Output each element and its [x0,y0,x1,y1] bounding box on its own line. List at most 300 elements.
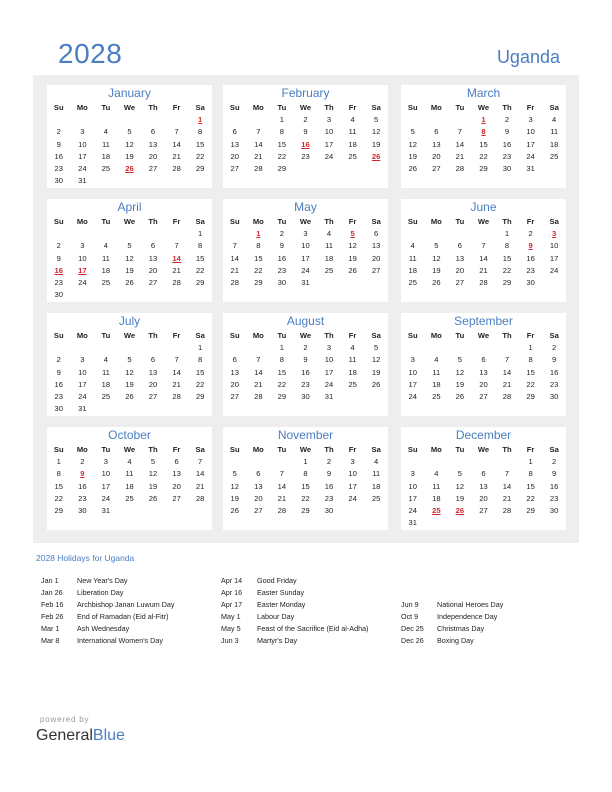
day-cell[interactable]: 8 [279,127,285,137]
day-cell[interactable]: 4 [103,355,109,365]
day-cell[interactable]: 19 [125,379,134,389]
day-cell[interactable]: 16 [78,481,87,491]
day-cell[interactable]: 6 [481,469,486,479]
day-cell[interactable]: 21 [230,265,239,275]
day-cell[interactable]: 24 [78,391,87,401]
day-cell[interactable]: 2 [552,343,557,353]
day-cell[interactable]: 13 [432,139,441,149]
day-cell[interactable]: 22 [502,265,512,275]
day-cell[interactable]: 4 [552,115,557,125]
day-cell[interactable]: 18 [432,493,441,503]
day-cell[interactable]: 18 [101,379,111,389]
day-cell[interactable]: 30 [324,505,334,515]
day-cell[interactable]: 1 [198,229,203,239]
day-cell[interactable]: 15 [526,481,535,491]
day-cell[interactable]: 1 [528,343,533,353]
day-cell[interactable]: 24 [408,505,417,515]
day-cell[interactable]: 24 [78,277,87,287]
day-cell[interactable]: 4 [103,127,109,137]
day-cell[interactable]: 29 [301,505,310,515]
day-cell[interactable]: 8 [198,355,203,365]
day-cell[interactable]: 19 [125,265,134,275]
day-cell[interactable]: 20 [148,265,158,275]
day-cell[interactable]: 15 [479,139,488,149]
day-cell[interactable]: 10 [101,469,111,479]
day-cell[interactable]: 26 [408,163,417,173]
day-cell[interactable]: 2 [326,457,332,467]
day-cell[interactable]: 16 [277,253,287,263]
day-cell[interactable]: 10 [324,127,334,137]
day-cell[interactable]: 17 [408,493,417,503]
generalblue-logo[interactable] [36,727,125,745]
day-cell[interactable]: 6 [374,229,379,239]
day-cell[interactable]: 5 [457,469,463,479]
day-cell[interactable]: 1 [528,457,533,467]
day-cell[interactable]: 29 [479,163,488,173]
day-cell[interactable]: 23 [54,163,63,173]
day-cell[interactable]: 21 [479,265,488,275]
day-cell[interactable]: 26 [371,379,381,389]
day-cell[interactable]: 27 [148,391,158,401]
day-cell[interactable]: 11 [101,139,110,149]
day-cell[interactable]: 15 [301,481,310,491]
day-cell[interactable]: 27 [148,163,158,173]
day-cell[interactable]: 14 [479,253,488,263]
day-cell[interactable]: 16 [324,481,334,491]
day-cell[interactable]: 13 [479,481,488,491]
day-cell[interactable]: 21 [172,265,181,275]
day-cell[interactable]: 5 [434,241,439,251]
day-cell[interactable]: 28 [254,391,263,401]
day-cell[interactable]: 6 [174,457,179,467]
day-cell[interactable]: 4 [103,241,109,251]
day-cell[interactable]: 26 [432,277,441,287]
day-cell[interactable]: 3 [303,229,308,239]
day-cell[interactable]: 8 [198,127,203,137]
day-cell[interactable]: 16 [549,481,559,491]
day-cell[interactable]: 30 [78,505,87,515]
day-cell[interactable]: 3 [80,127,85,137]
day-cell[interactable]: 17 [408,379,417,389]
day-cell[interactable]: 22 [195,379,205,389]
day-cell[interactable]: 5 [127,127,132,137]
day-cell[interactable]: 12 [455,367,465,377]
day-cell[interactable]: 14 [195,469,205,479]
day-cell[interactable]: 5 [127,355,132,365]
day-cell[interactable]: 17 [324,139,334,149]
day-cell[interactable]: 4 [374,457,379,467]
day-cell[interactable]: 24 [301,265,310,275]
day-cell[interactable]: 12 [371,355,381,365]
day-cell[interactable]: 18 [371,481,381,491]
day-cell[interactable]: 14 [277,481,287,491]
day-cell[interactable]: 23 [502,151,512,161]
holiday-day-cell[interactable]: 26 [371,151,381,161]
day-cell[interactable]: 29 [195,391,205,401]
day-cell[interactable]: 7 [198,457,203,467]
day-cell[interactable]: 10 [301,241,310,251]
day-cell[interactable]: 29 [254,277,263,287]
day-cell[interactable]: 15 [526,367,535,377]
day-cell[interactable]: 20 [230,379,239,389]
day-cell[interactable]: 5 [374,343,379,353]
day-cell[interactable]: 15 [254,253,263,263]
day-cell[interactable]: 27 [479,505,488,515]
day-cell[interactable]: 8 [504,241,510,251]
day-cell[interactable]: 1 [198,343,203,353]
day-cell[interactable]: 14 [254,139,263,149]
day-cell[interactable]: 24 [526,151,535,161]
day-cell[interactable]: 4 [127,457,132,467]
day-cell[interactable]: 14 [502,367,512,377]
day-cell[interactable]: 27 [371,265,381,275]
day-cell[interactable]: 15 [502,253,512,263]
day-cell[interactable]: 12 [432,253,441,263]
day-cell[interactable]: 27 [148,277,158,287]
day-cell[interactable]: 6 [232,355,237,365]
day-cell[interactable]: 26 [455,391,465,401]
day-cell[interactable]: 24 [348,493,357,503]
day-cell[interactable]: 2 [303,115,308,125]
holiday-day-cell[interactable]: 1 [481,115,486,125]
day-cell[interactable]: 2 [303,343,308,353]
day-cell[interactable]: 20 [172,481,181,491]
day-cell[interactable]: 10 [78,253,87,263]
day-cell[interactable]: 20 [479,493,488,503]
day-cell[interactable]: 9 [56,139,61,149]
day-cell[interactable]: 14 [230,253,239,263]
day-cell[interactable]: 30 [549,391,559,401]
day-cell[interactable]: 2 [56,241,61,251]
day-cell[interactable]: 11 [101,253,110,263]
day-cell[interactable]: 10 [78,367,87,377]
day-cell[interactable]: 5 [232,469,237,479]
day-cell[interactable]: 9 [56,367,61,377]
day-cell[interactable]: 16 [526,253,535,263]
day-cell[interactable]: 27 [254,505,263,515]
day-cell[interactable]: 26 [125,391,134,401]
day-cell[interactable]: 7 [504,355,510,365]
day-cell[interactable]: 13 [148,253,158,263]
day-cell[interactable]: 19 [371,367,381,377]
day-cell[interactable]: 12 [371,127,381,137]
day-cell[interactable]: 8 [56,469,61,479]
day-cell[interactable]: 21 [277,493,287,503]
day-cell[interactable]: 24 [549,265,559,275]
day-cell[interactable]: 23 [526,265,535,275]
day-cell[interactable]: 17 [101,481,111,491]
day-cell[interactable]: 23 [324,493,334,503]
day-cell[interactable]: 28 [230,277,239,287]
day-cell[interactable]: 3 [350,457,355,467]
day-cell[interactable]: 28 [172,391,181,401]
day-cell[interactable]: 25 [408,277,417,287]
day-cell[interactable]: 31 [101,505,111,515]
day-cell[interactable]: 31 [78,176,87,186]
day-cell[interactable]: 19 [408,151,417,161]
day-cell[interactable]: 2 [80,457,85,467]
day-cell[interactable]: 3 [410,355,415,365]
day-cell[interactable]: 28 [254,163,263,173]
day-cell[interactable]: 13 [148,367,158,377]
day-cell[interactable]: 5 [127,241,132,251]
day-cell[interactable]: 14 [254,367,263,377]
day-cell[interactable]: 5 [150,457,156,467]
day-cell[interactable]: 6 [232,127,237,137]
day-cell[interactable]: 9 [326,469,332,479]
day-cell[interactable]: 25 [371,493,381,503]
day-cell[interactable]: 12 [125,253,134,263]
day-cell[interactable]: 25 [101,391,111,401]
day-cell[interactable]: 14 [172,367,181,377]
day-cell[interactable]: 1 [303,457,308,467]
day-cell[interactable]: 28 [455,163,465,173]
day-cell[interactable]: 5 [410,127,415,137]
day-cell[interactable]: 20 [230,151,239,161]
day-cell[interactable]: 15 [277,139,287,149]
day-cell[interactable]: 20 [371,253,381,263]
day-cell[interactable]: 10 [348,469,357,479]
day-cell[interactable]: 3 [326,115,332,125]
holiday-day-cell[interactable]: 9 [528,241,533,251]
day-cell[interactable]: 7 [457,127,463,137]
holiday-day-cell[interactable]: 16 [301,139,310,149]
day-cell[interactable]: 21 [502,379,512,389]
day-cell[interactable]: 27 [230,391,239,401]
holiday-day-cell[interactable]: 26 [455,505,465,515]
day-cell[interactable]: 25 [348,379,357,389]
holiday-day-cell[interactable]: 1 [256,229,261,239]
holiday-day-cell[interactable]: 25 [432,505,441,515]
day-cell[interactable]: 13 [172,469,181,479]
day-cell[interactable]: 12 [455,481,465,491]
day-cell[interactable]: 19 [348,253,357,263]
day-cell[interactable]: 11 [348,355,357,365]
day-cell[interactable]: 15 [195,253,205,263]
day-cell[interactable]: 19 [432,265,441,275]
day-cell[interactable]: 14 [455,139,465,149]
day-cell[interactable]: 4 [350,115,355,125]
day-cell[interactable]: 28 [172,163,181,173]
day-cell[interactable]: 3 [410,469,415,479]
day-cell[interactable]: 10 [549,241,559,251]
day-cell[interactable]: 20 [455,265,465,275]
day-cell[interactable]: 17 [78,151,87,161]
day-cell[interactable]: 5 [457,355,463,365]
day-cell[interactable]: 31 [526,163,535,173]
day-cell[interactable]: 2 [56,355,61,365]
day-cell[interactable]: 4 [434,355,439,365]
day-cell[interactable]: 8 [198,241,203,251]
day-cell[interactable]: 2 [279,229,285,239]
day-cell[interactable]: 25 [324,265,334,275]
holiday-day-cell[interactable]: 16 [54,265,63,275]
day-cell[interactable]: 10 [526,127,535,137]
day-cell[interactable]: 21 [172,379,181,389]
day-cell[interactable]: 24 [324,151,334,161]
day-cell[interactable]: 22 [277,379,287,389]
day-cell[interactable]: 23 [301,379,310,389]
day-cell[interactable]: 20 [254,493,263,503]
day-cell[interactable]: 2 [504,115,510,125]
day-cell[interactable]: 25 [101,163,111,173]
day-cell[interactable]: 6 [150,355,156,365]
day-cell[interactable]: 13 [230,367,239,377]
day-cell[interactable]: 24 [78,163,87,173]
day-cell[interactable]: 3 [528,115,533,125]
day-cell[interactable]: 9 [552,355,557,365]
day-cell[interactable]: 30 [301,391,310,401]
day-cell[interactable]: 15 [195,139,205,149]
day-cell[interactable]: 28 [277,505,287,515]
day-cell[interactable]: 16 [301,367,310,377]
day-cell[interactable]: 28 [502,505,512,515]
day-cell[interactable]: 30 [526,277,535,287]
day-cell[interactable]: 29 [502,277,512,287]
day-cell[interactable]: 12 [148,469,158,479]
day-cell[interactable]: 30 [54,404,63,414]
day-cell[interactable]: 30 [54,290,63,300]
day-cell[interactable]: 10 [408,481,417,491]
day-cell[interactable]: 9 [279,241,285,251]
day-cell[interactable]: 18 [125,481,134,491]
day-cell[interactable]: 22 [301,493,310,503]
day-cell[interactable]: 9 [303,127,308,137]
day-cell[interactable]: 16 [54,151,63,161]
day-cell[interactable]: 21 [254,151,263,161]
holiday-day-cell[interactable]: 8 [481,127,486,137]
day-cell[interactable]: 23 [277,265,287,275]
day-cell[interactable]: 7 [174,241,179,251]
day-cell[interactable]: 16 [549,367,559,377]
day-cell[interactable]: 21 [195,481,205,491]
day-cell[interactable]: 12 [408,139,417,149]
day-cell[interactable]: 18 [324,253,334,263]
day-cell[interactable]: 22 [526,379,535,389]
day-cell[interactable]: 4 [434,469,439,479]
day-cell[interactable]: 17 [348,481,357,491]
day-cell[interactable]: 22 [277,151,287,161]
day-cell[interactable]: 19 [148,481,158,491]
day-cell[interactable]: 10 [78,139,87,149]
day-cell[interactable]: 20 [148,379,158,389]
day-cell[interactable]: 17 [301,253,310,263]
day-cell[interactable]: 26 [125,277,134,287]
day-cell[interactable]: 15 [195,367,205,377]
day-cell[interactable]: 18 [408,265,417,275]
day-cell[interactable]: 15 [277,367,287,377]
day-cell[interactable]: 4 [410,241,415,251]
day-cell[interactable]: 17 [78,379,87,389]
day-cell[interactable]: 29 [54,505,63,515]
day-cell[interactable]: 8 [279,355,285,365]
day-cell[interactable]: 24 [408,391,417,401]
day-cell[interactable]: 10 [324,355,334,365]
day-cell[interactable]: 22 [195,151,205,161]
day-cell[interactable]: 3 [80,241,85,251]
day-cell[interactable]: 29 [526,391,535,401]
day-cell[interactable]: 18 [101,265,111,275]
day-cell[interactable]: 3 [103,457,109,467]
day-cell[interactable]: 1 [504,229,510,239]
day-cell[interactable]: 23 [549,379,559,389]
day-cell[interactable]: 7 [481,241,486,251]
day-cell[interactable]: 22 [254,265,263,275]
day-cell[interactable]: 31 [324,391,334,401]
day-cell[interactable]: 12 [348,241,357,251]
day-cell[interactable]: 8 [303,469,308,479]
day-cell[interactable]: 20 [148,151,158,161]
day-cell[interactable]: 19 [125,151,134,161]
holiday-day-cell[interactable]: 17 [78,265,87,275]
day-cell[interactable]: 11 [325,241,333,251]
day-cell[interactable]: 26 [348,265,357,275]
day-cell[interactable]: 29 [277,391,287,401]
day-cell[interactable]: 12 [230,481,239,491]
day-cell[interactable]: 19 [455,493,465,503]
day-cell[interactable]: 28 [502,391,512,401]
day-cell[interactable]: 29 [526,505,535,515]
day-cell[interactable]: 30 [502,163,512,173]
day-cell[interactable]: 9 [303,355,308,365]
day-cell[interactable]: 18 [101,151,111,161]
day-cell[interactable]: 7 [279,469,285,479]
day-cell[interactable]: 20 [479,379,488,389]
day-cell[interactable]: 22 [479,151,488,161]
day-cell[interactable]: 4 [350,343,355,353]
day-cell[interactable]: 8 [256,241,261,251]
day-cell[interactable]: 14 [172,139,181,149]
day-cell[interactable]: 26 [230,505,239,515]
day-cell[interactable]: 26 [148,493,158,503]
day-cell[interactable]: 2 [528,229,533,239]
day-cell[interactable]: 21 [254,379,263,389]
day-cell[interactable]: 7 [504,469,510,479]
day-cell[interactable]: 25 [432,391,441,401]
day-cell[interactable]: 21 [455,151,465,161]
day-cell[interactable]: 6 [150,127,156,137]
day-cell[interactable]: 3 [326,343,332,353]
day-cell[interactable]: 23 [78,493,87,503]
day-cell[interactable]: 30 [277,277,287,287]
day-cell[interactable]: 22 [195,265,205,275]
day-cell[interactable]: 13 [148,139,158,149]
day-cell[interactable]: 9 [552,469,557,479]
day-cell[interactable]: 29 [195,163,205,173]
day-cell[interactable]: 3 [80,355,85,365]
day-cell[interactable]: 6 [434,127,439,137]
day-cell[interactable]: 18 [432,379,441,389]
day-cell[interactable]: 7 [256,127,261,137]
day-cell[interactable]: 27 [432,163,441,173]
day-cell[interactable]: 1 [279,115,285,125]
day-cell[interactable]: 30 [54,176,63,186]
day-cell[interactable]: 23 [549,493,559,503]
day-cell[interactable]: 11 [372,469,381,479]
day-cell[interactable]: 7 [174,127,179,137]
day-cell[interactable]: 10 [408,367,417,377]
day-cell[interactable]: 11 [101,367,110,377]
day-cell[interactable]: 13 [254,481,263,491]
day-cell[interactable]: 13 [371,241,381,251]
day-cell[interactable]: 16 [502,139,512,149]
day-cell[interactable]: 28 [195,493,205,503]
day-cell[interactable]: 13 [230,139,239,149]
day-cell[interactable]: 29 [277,163,287,173]
day-cell[interactable]: 17 [324,367,334,377]
day-cell[interactable]: 24 [324,379,334,389]
day-cell[interactable]: 6 [256,469,261,479]
